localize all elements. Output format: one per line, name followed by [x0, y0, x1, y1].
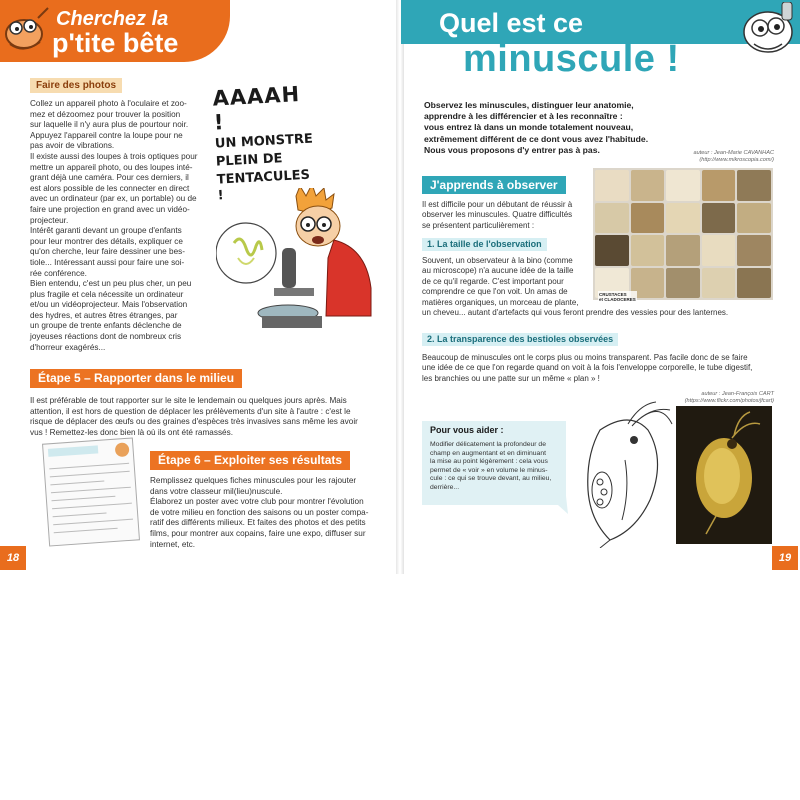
cartoon-kid-microscope-illustration [216, 188, 386, 338]
text-line: mettre un appareil photo, ou des loupes inté- [30, 162, 193, 172]
text-line: Beaucoup de minuscules ont le corps plus ou moins transparent. Pas facile donc de se faire [422, 353, 748, 362]
text-line: vus ! Remettez-les donc bien là où ils ont été ramassés. [30, 427, 233, 437]
text-line: une idée de ce que l'on regarde quand on voit à la fois l'enveloppe corporelle, le tube digestif, [422, 363, 753, 373]
text-line: cule : ce qui se trouve devant, au milieu, [430, 475, 552, 483]
cartoon-line3: TENTACULES ! [216, 167, 311, 204]
text-line: rée conférence. [30, 268, 87, 278]
cartoon-line1: UN MONSTRE [214, 131, 314, 152]
text-line: au microscope) n'a aucune idée de la taille [422, 266, 574, 276]
photo-cell [702, 203, 736, 234]
page-number-right: 19 [772, 546, 798, 570]
photo-cell [737, 170, 771, 201]
text-line: permet de « voir » en volume le minus- [430, 466, 548, 474]
credit-line: (http://www.mikroscopia.com/) [699, 157, 774, 163]
text-line: qu'on cherche, leur faire dessiner une bes- [30, 247, 185, 257]
text-line: Nous vous proposons d'y entrer pas à pas. [424, 144, 600, 155]
cartoon-line2: PLEIN DE [215, 151, 283, 170]
subsection2-text [422, 353, 782, 384]
photo-cell [631, 203, 665, 234]
text-line: dans votre classeur mil(lieu)nuscule. [150, 486, 283, 496]
text-line: grant déjà une caméra. Pour ces derniers, il [30, 173, 189, 183]
photo-cell [666, 268, 700, 299]
text-line: observer les minuscules. Quatre difficultés [422, 210, 573, 220]
text-line: plus fragile et cela nécessite un ordinateur [30, 289, 184, 299]
right-header-line1: Quel est ce [439, 8, 584, 38]
photo-cell [631, 235, 665, 266]
text-line: joyeuses réactions dont de nombreux cris [30, 331, 182, 341]
subsection1-title: 1. La taille de l'observation [422, 238, 547, 251]
text-line: extrêmement différent de ce dont vous avez l'habitude. [424, 133, 649, 144]
text-line: projecteur. [30, 215, 69, 225]
left-header-line2: p'tite bête [52, 28, 179, 58]
cartoon-shout: AAAAH ! [211, 82, 301, 135]
observe-title: J'apprends à observer [422, 176, 566, 194]
text-line: et/ou un vidéoprojecteur. Mais l'observation [30, 300, 188, 310]
text-line: d'horreur exagérés... [30, 342, 106, 352]
text-line: Collez un appareil photo à l'oculaire et zoo- [30, 99, 187, 108]
photo-cell [631, 170, 665, 201]
text-line: Bien entendu, c'est un peu plus cher, un peu [30, 279, 192, 288]
text-line: la mise au point légèrement : cela vous [430, 458, 548, 466]
subsection1-text [422, 256, 592, 308]
daphnia-line-drawing [570, 400, 674, 548]
text-line: Modifier délicatement la profondeur de [430, 441, 546, 448]
photo-cell [702, 268, 736, 299]
mascot-bug-icon [2, 4, 52, 58]
text-line: derrière... [430, 483, 460, 491]
text-line: est alors possible de les connecter en direct [30, 183, 190, 193]
photo-cell [737, 268, 771, 299]
text-line: les branchies ou une patte sur un même « plan » ! [422, 373, 600, 383]
photo-cell [702, 170, 736, 201]
text-line: tiole... Intéressant aussi pour faire une soi- [30, 257, 185, 267]
text-line: Remplissez quelques fiches minuscules pour les rajouter [150, 476, 357, 485]
worksheet-thumbnail [41, 437, 140, 547]
step6-text [150, 476, 386, 550]
text-line: Élaborez un poster avec votre club pour montrer l'évolution [150, 497, 364, 507]
photo-cell [666, 235, 700, 266]
text-line: avec un ordinateur (par ex, un portable) ou de [30, 194, 197, 204]
photo-cell [666, 203, 700, 234]
step5-text [30, 396, 390, 438]
help-box-tail [548, 496, 568, 514]
text-line: faire une projection en grand avec un vidéo- [30, 204, 190, 214]
credit-line: (https://www.flickr.com/photos/jfcart) [684, 398, 774, 404]
photo-grid-label [598, 291, 637, 303]
cartoon-shout-caption [212, 81, 318, 204]
text-line: pour leur montrer des détails, expliquer ce [30, 236, 183, 246]
page-number-left: 18 [0, 546, 26, 570]
text-line: apprendre à les différencier et à les reconnaître : [424, 111, 623, 122]
text-line: matières organiques, un morceau de plante, [422, 297, 579, 307]
right-header-line2: minuscule ! [463, 38, 680, 80]
help-title: Pour vous aider : [430, 425, 504, 435]
text-line: films, pour montrer aux copains, faire une expo, diffuser sur [150, 528, 366, 538]
step6-title: Étape 6 – Exploiter ses résultats [150, 451, 350, 470]
text-line: Intérêt garanti devant un groupe d'enfants [30, 226, 182, 236]
text-line: Appuyez l'appareil contre la loupe pour ne [30, 130, 183, 140]
text-line: un groupe de trente enfants déclenche de [30, 321, 182, 331]
text-line: Souvent, un observateur à la bino (comme [422, 256, 573, 265]
text-line: champ en augmentant et en diminuant [430, 449, 547, 457]
page-gutter [396, 0, 404, 574]
text-line: Il est difficile pour un débutant de réussir à [422, 200, 573, 209]
intro-text [424, 100, 686, 156]
photo-cell [595, 203, 629, 234]
daphnia-photo [676, 406, 772, 544]
text-line: de ce qu'il regarde. C'est important pour [422, 276, 564, 286]
text-line: Observez les minuscules, distinguer leur anatomie, [424, 100, 634, 110]
photo-cell [595, 235, 629, 266]
text-line: mez et dézoomez pour trouver la position [30, 109, 181, 119]
grid-label-line: et CLADOCERES [599, 297, 636, 302]
step5-title: Étape 5 – Rapporter dans le milieu [30, 369, 242, 388]
daphnia-photo-subject [676, 406, 772, 544]
mascot-microscope-icon [730, 2, 798, 60]
subsection2-title: 2. La transparence des bestioles observées [422, 333, 618, 346]
text-line: risque de déplacer des œufs ou des graines d'espèces très invasives sans même les avoir [30, 417, 358, 427]
photo-cell [737, 235, 771, 266]
photo-cell [702, 235, 736, 266]
text-line: comprendre ce que l'on voit. Un amas de [422, 287, 568, 297]
minuscules-photo-grid [593, 168, 773, 300]
text-line: de votre milieu en fonction des saisons ou un poster compa- [150, 507, 369, 517]
observe-text [422, 200, 592, 231]
credit-line: auteur : Jean-François CART [701, 391, 774, 397]
photo-cell [595, 170, 629, 201]
text-line: internet, etc. [150, 539, 196, 549]
text-line: attention, il est hors de question de déplacer les prélèvements d'un site à l'autre : c'est le [30, 406, 351, 416]
photo-credit-1 [640, 150, 774, 164]
text-line: vous entrez là dans un monde totalement nouveau, [424, 122, 634, 133]
grid-label-line: CRUSTACES [599, 292, 627, 297]
subsection1-text-wide [422, 308, 782, 318]
text-line: sur laquelle il n'y aura plus de pourtour noir. [30, 120, 189, 130]
text-line: pas avoir de vibrations. [30, 141, 115, 151]
credit-line: auteur : Jean-Marie CAVANHAC [693, 150, 774, 156]
text-line: un cheveu... autant d'artefacts qui vous feront prendre des vessies pour des lanternes. [422, 308, 729, 317]
text-line: Il existe aussi des loupes à trois optiques pour [30, 151, 198, 161]
photos-body-text [30, 99, 220, 279]
text-line: Il est préférable de tout rapporter sur le site le lendemain ou quelques jours après. Mais [30, 396, 347, 405]
text-line: ratif des différents milieux. Et faites des photos et des petits [150, 518, 366, 528]
section-tag-photos: Faire des photos [30, 78, 122, 93]
photo-cell [666, 170, 700, 201]
text-line: se présentent particulièrement : [422, 220, 535, 230]
photo-cell [737, 203, 771, 234]
text-line: des hydres, et autres êtres étranges, par [30, 310, 178, 320]
help-text [430, 441, 562, 493]
left-header-line1: Cherchez la [56, 8, 169, 30]
